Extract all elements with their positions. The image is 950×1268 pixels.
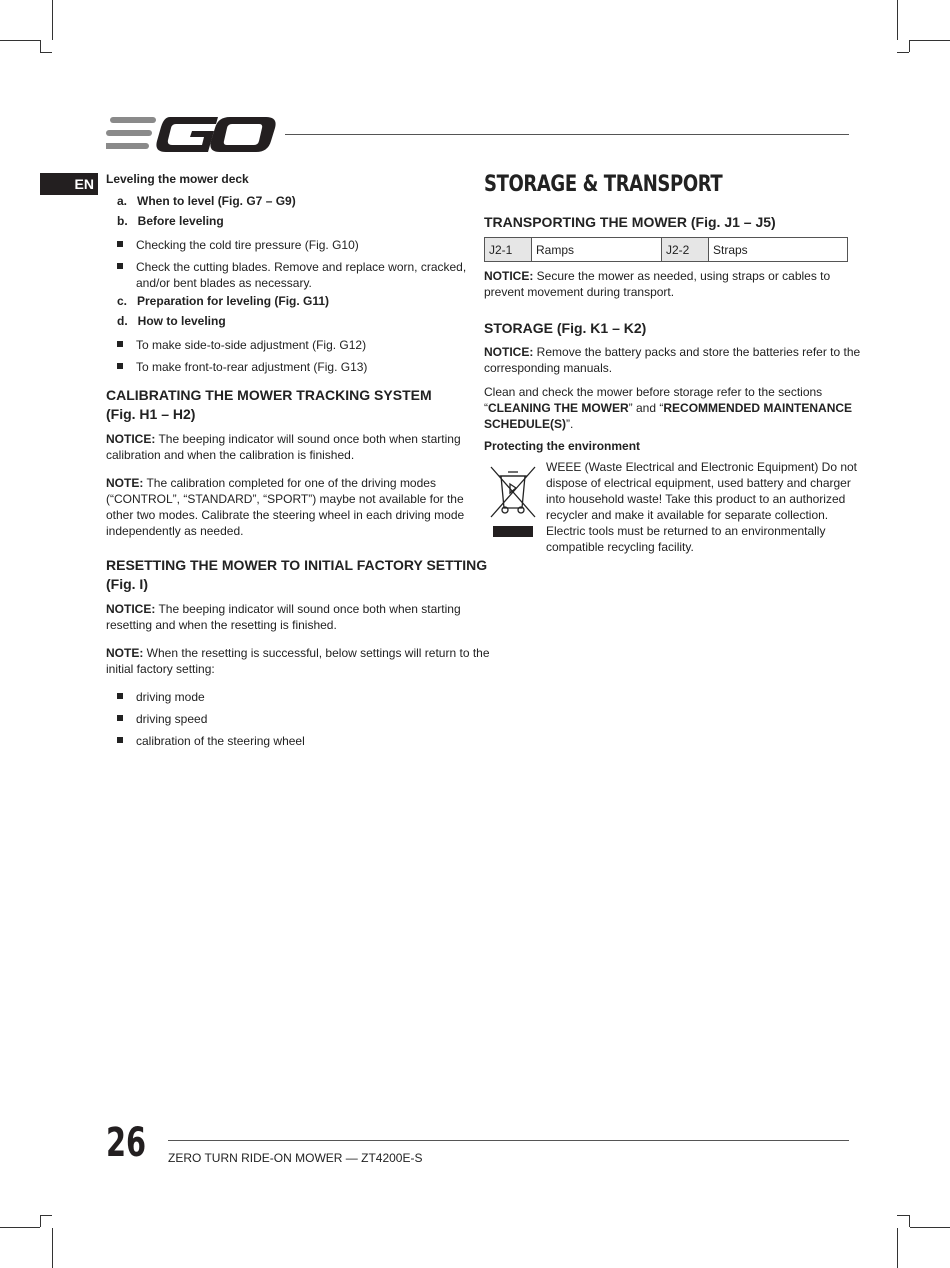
leveling-step-b: b. Before leveling [117, 214, 224, 228]
crop-mark [52, 0, 53, 40]
section-heading: (Fig. I) [106, 576, 148, 592]
page-number: 26 [106, 1120, 147, 1166]
note-text: other two modes. Calibrate the steering wheel in each driving mode [106, 508, 465, 522]
note-text [106, 645, 490, 661]
list-item: Check the cutting blades. Remove and replace worn, cracked, [136, 260, 467, 274]
notice-text [484, 268, 830, 284]
ego-logo [106, 114, 278, 154]
list-item: driving mode [136, 690, 205, 704]
section-heading: (Fig. H1 – H2) [106, 406, 196, 422]
body-text [484, 400, 852, 416]
crop-mark [0, 40, 40, 41]
text-run: ” and “ [628, 401, 664, 415]
footer-title: ZERO TURN RIDE-ON MOWER — ZT4200E-S [168, 1151, 423, 1165]
note-line: When the resetting is successful, below settings will return to the [143, 646, 490, 660]
notice-label: NOTICE: [106, 432, 156, 446]
section-reference: RECOMMENDED MAINTENANCE [663, 401, 853, 415]
crop-mark [0, 1227, 40, 1228]
crop-mark [40, 52, 52, 53]
notice-line: Secure the mower as needed, using straps or cables to [533, 269, 831, 283]
list-item-continued: and/or bent blades as necessary. [136, 276, 312, 290]
notice-line: The beeping indicator will sound once both when starting [155, 602, 461, 616]
crop-mark [40, 40, 41, 52]
table-cell: Straps [709, 238, 848, 262]
notice-text: resetting and when the resetting is finished. [106, 618, 337, 632]
list-item: driving speed [136, 712, 208, 726]
notice-text [106, 431, 461, 447]
weee-text: WEEE (Waste Electrical and Electronic Equipment) Do not [546, 460, 858, 474]
table-row [485, 238, 848, 262]
note-label: NOTE: [106, 476, 144, 490]
notice-line: Remove the battery packs and store the batteries refer to the [533, 345, 861, 359]
notice-label: NOTICE: [484, 269, 534, 283]
weee-text: into household waste! Take this product to an authorized [546, 492, 846, 506]
section-heading: RESETTING THE MOWER TO INITIAL FACTORY SETTING [106, 557, 488, 573]
notice-text [106, 601, 461, 617]
crop-mark [40, 1215, 41, 1227]
leveling-step-a: a. When to level (Fig. G7 – G9) [117, 194, 296, 208]
weee-crossed-bin-icon [488, 463, 538, 539]
body-text [484, 416, 573, 432]
crop-mark [52, 1228, 53, 1268]
crop-mark [897, 0, 898, 40]
notice-text: prevent movement during transport. [484, 285, 675, 299]
note-text: independently as needed. [106, 524, 244, 538]
list-item: To make side-to-side adjustment (Fig. G12) [136, 338, 367, 352]
page-title: STORAGE & TRANSPORT [484, 172, 723, 197]
notice-label: NOTICE: [106, 602, 156, 616]
list-item: To make front-to-rear adjustment (Fig. G13) [136, 360, 368, 374]
table-cell: Ramps [532, 238, 662, 262]
crop-mark [910, 1227, 950, 1228]
subheading: Protecting the environment [484, 439, 641, 453]
text-run: “ [484, 401, 488, 415]
crop-mark [897, 52, 909, 53]
crop-mark [909, 1215, 910, 1227]
notice-text: calibration and when the calibration is finished. [106, 448, 355, 462]
crop-mark [897, 1228, 898, 1268]
weee-text: recycler and make it available for separate collection. [546, 508, 829, 522]
crop-mark [910, 40, 950, 41]
leveling-step-d: d. How to leveling [117, 314, 226, 328]
weee-text: compatible recycling facility. [546, 540, 694, 554]
table-cell: J2-2 [662, 238, 709, 262]
crop-mark [897, 1215, 909, 1216]
table-cell: J2-1 [485, 238, 532, 262]
list-item: Checking the cold tire pressure (Fig. G10) [136, 238, 359, 252]
body-text: Clean and check the mower before storage refer to the sections [484, 385, 823, 399]
section-heading: STORAGE (Fig. K1 – K2) [484, 320, 647, 336]
note-text [106, 475, 436, 491]
text-run: ”. [566, 417, 574, 431]
section-reference: SCHEDULE(S) [484, 417, 567, 431]
notice-label: NOTICE: [484, 345, 534, 359]
leveling-step-c: c. Preparation for leveling (Fig. G11) [117, 294, 330, 308]
footer-rule [168, 1140, 849, 1141]
crop-mark [40, 1215, 52, 1216]
section-reference: CLEANING THE MOWER [488, 401, 629, 415]
leveling-title: Leveling the mower deck [106, 172, 249, 186]
list-item: calibration of the steering wheel [136, 734, 305, 748]
note-label: NOTE: [106, 646, 144, 660]
notice-line: The beeping indicator will sound once both when starting [155, 432, 461, 446]
note-text: initial factory setting: [106, 662, 215, 676]
language-tab: EN [40, 173, 98, 195]
section-heading: CALIBRATING THE MOWER TRACKING SYSTEM [106, 387, 432, 403]
weee-text: dispose of electrical equipment, used battery and charger [546, 476, 851, 490]
note-text: (“CONTROL”, “STANDARD”, “SPORT”) maybe not available for the [106, 492, 464, 506]
parts-table [484, 237, 848, 262]
note-line: The calibration completed for one of the driving modes [143, 476, 436, 490]
section-heading: TRANSPORTING THE MOWER (Fig. J1 – J5) [484, 214, 776, 230]
notice-text [484, 344, 860, 360]
crop-mark [909, 40, 910, 52]
notice-text: corresponding manuals. [484, 361, 613, 375]
header-rule [285, 134, 849, 135]
weee-text: Electric tools must be returned to an environmentally [546, 524, 826, 538]
